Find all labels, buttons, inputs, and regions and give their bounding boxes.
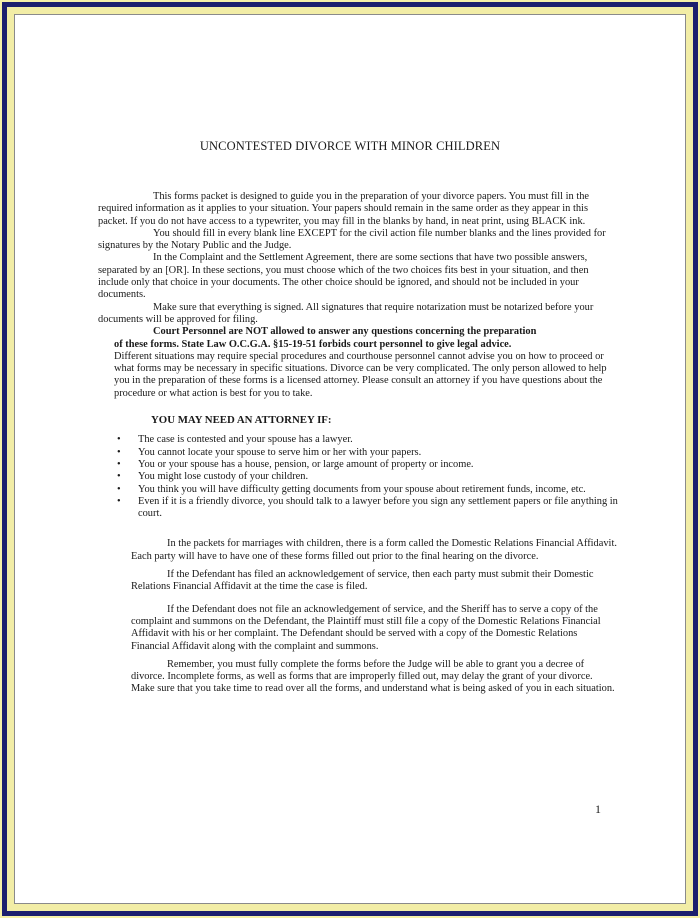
document-title: UNCONTESTED DIVORCE WITH MINOR CHILDREN: [199, 139, 501, 153]
court-personnel-notice-line-1: Court Personnel are NOT allowed to answer any questions concerning the preparation: [153, 326, 537, 338]
list-item: • You cannot locate your spouse to serve him or her with your papers.: [117, 446, 422, 458]
bullet-icon: •: [117, 434, 121, 446]
intro-paragraph-2: You should fill in every blank line EXCEPT for the civil action file number blanks and the lines provided for signatures by the Notary Public and the Judge.: [98, 227, 606, 252]
intro-paragraph-1: This forms packet is designed to guide you in the preparation of your divorce papers. You must fill in the required information as it applies to your situation. Your papers should remain in the same order as they appear in this packet. If you do not have access to a typewriter, you may fill in the blanks by hand, in neat print, using BLACK ink.: [98, 191, 590, 227]
closing-paragraph-3: If the Defendant does not file an acknowledgement of service, and the Sheriff has to serve a copy of the complaint and summons on the Defendant, the Plaintiff must still file a copy of the Domestic Relations Financial Affidavit with his or her complaint. The Defendant should be served with a copy of the Domestic Relations Financial Affidavit along with the complaint and summons.: [131, 603, 601, 652]
attorney-heading: YOU MAY NEED AN ATTORNEY IF:: [151, 414, 332, 427]
bullet-icon: •: [117, 471, 121, 483]
closing-paragraph-1: In the packets for marriages with children, there is a form called the Domestic Relations Financial Affidavit. Each party will have to have one of these forms filled out prior to the final hearing on the divorce.: [131, 538, 617, 562]
document-body: [98, 191, 618, 696]
different-situations-paragraph: Different situations may require special procedures and courthouse personnel cannot advise you on how to proceed or what forms may be necessary in specific situations. Divorce can be very complicated. The only person allowed to help you in the preparation of these forms is a licensed attorney. Please consult an attorney if you have questions about the procedure or what action is best for you to take.: [114, 350, 607, 399]
bullet-icon: •: [117, 495, 121, 507]
bullet-icon: •: [117, 446, 121, 458]
document-page: [14, 14, 686, 904]
frame-mat: [7, 7, 693, 911]
page-number: 1: [595, 802, 601, 816]
list-item: • The case is contested and your spouse has a lawyer.: [117, 434, 353, 446]
list-item: • You or your spouse has a house, pension, or large amount of property or income.: [117, 458, 474, 470]
closing-paragraph-2: If the Defendant has filed an acknowledgement of service, then each party must submit their Domestic Relations Financial Affidavit at the time the case is filed.: [131, 569, 594, 593]
list-item: • You might lose custody of your children.: [117, 471, 309, 483]
closing-paragraph-4: Remember, you must fully complete the forms before the Judge will be able to grant you a decree of divorce. Incomplete forms, as well as forms that are improperly filled out, may delay the grant of your divorce. Make sure that you take time to read over all the forms, and understand what is being asked of you in each situation.: [131, 658, 615, 695]
list-item: • You think you will have difficulty getting documents from your spouse about retirement funds, income, etc.: [117, 483, 586, 495]
document-frame: [2, 2, 698, 916]
bullet-icon: •: [117, 483, 121, 495]
court-personnel-notice-line-2: of these forms. State Law O.C.G.A. §15-19-51 forbids court personnel to give legal advice.: [114, 338, 512, 350]
attorney-reasons-list: [98, 434, 618, 520]
list-item: • Even if it is a friendly divorce, you should talk to a lawyer before you sign any settlement papers or file anything in court.: [117, 495, 618, 520]
intro-paragraph-4: Make sure that everything is signed. All signatures that require notarization must be notarized before your documents will be approved for filing.: [98, 301, 594, 325]
bullet-icon: •: [117, 458, 121, 470]
intro-paragraph-3: In the Complaint and the Settlement Agreement, there are some sections that have two possible answers, separated by an [OR]. In these sections, you must choose which of the two choices fits best in your situation, and then include only that choice in your documents. The other choice should be ignored, and should not be included in your documents.: [98, 252, 589, 301]
